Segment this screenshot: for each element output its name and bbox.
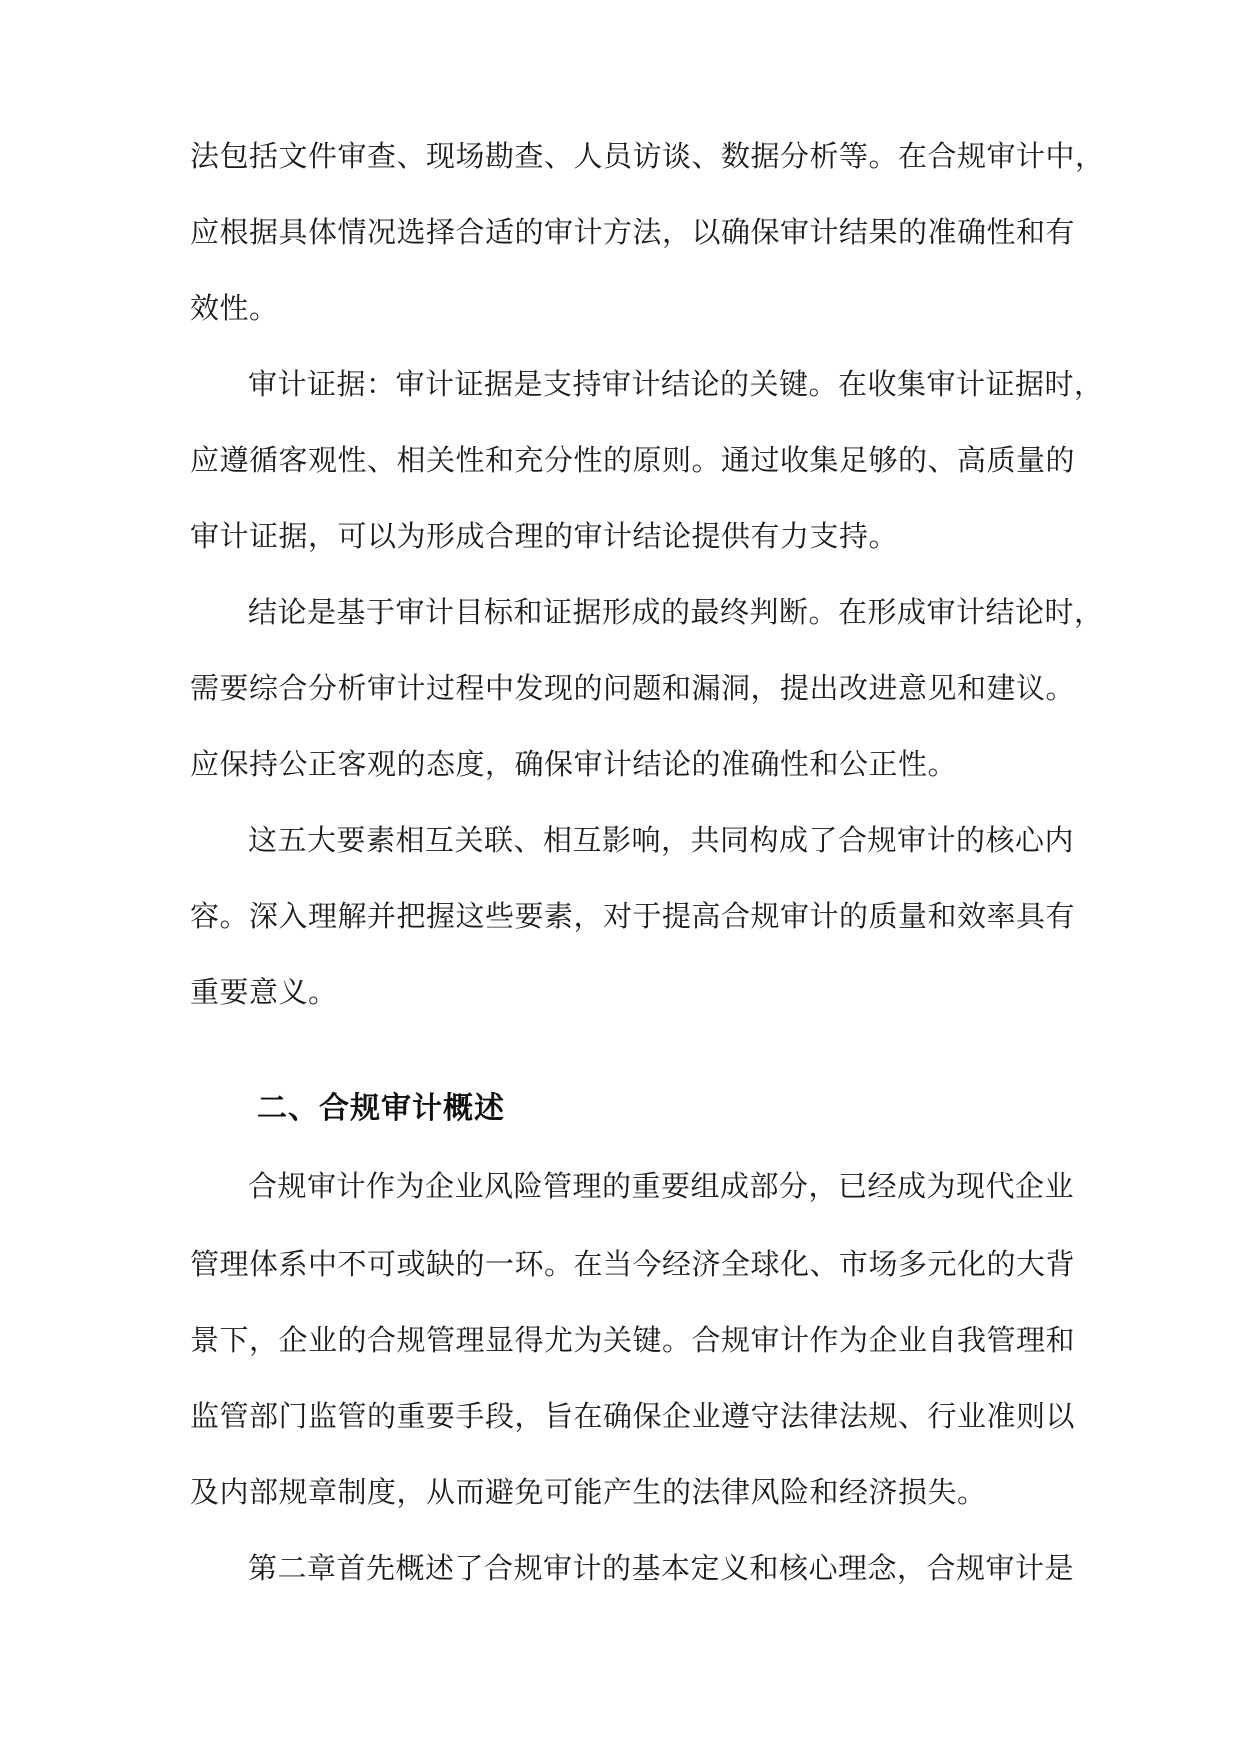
text-line: 应遵循客观性、相关性和充分性的原则。通过收集足够的、高质量的 [190, 443, 1076, 477]
text-line: 重要意义。 [190, 975, 338, 1009]
text-line: 应保持公正客观的态度，确保审计结论的准确性和公正性。 [190, 747, 958, 781]
text-line: 审计证据，可以为形成合理的审计结论提供有力支持。 [190, 519, 899, 553]
text-line: 审计证据：审计证据是支持审计结论的关键。在收集审计证据时， [248, 367, 1104, 401]
text-line: 这五大要素相互关联、相互影响，共同构成了合规审计的核心内 [248, 823, 1075, 857]
text-line: 结论是基于审计目标和证据形成的最终判断。在形成审计结论时， [248, 595, 1104, 629]
text-line: 监管部门监管的重要手段，旨在确保企业遵守法律法规、行业准则以 [190, 1399, 1076, 1433]
section-heading: 二、合规审计概述 [257, 1091, 505, 1126]
text-line: 景下，企业的合规管理显得尤为关键。合规审计作为企业自我管理和 [190, 1323, 1076, 1357]
text-line: 合规审计作为企业风险管理的重要组成部分，已经成为现代企业 [248, 1169, 1075, 1203]
text-line: 需要综合分析审计过程中发现的问题和漏洞，提出改进意见和建议。 [190, 671, 1076, 705]
text-line: 容。深入理解并把握这些要素，对于提高合规审计的质量和效率具有 [190, 899, 1076, 933]
text-line: 第二章首先概述了合规审计的基本定义和核心理念，合规审计是 [248, 1551, 1075, 1585]
text-line: 效性。 [190, 291, 279, 325]
text-line: 管理体系中不可或缺的一环。在当今经济全球化、市场多元化的大背 [190, 1247, 1076, 1281]
text-line: 应根据具体情况选择合适的审计方法，以确保审计结果的准确性和有 [190, 215, 1076, 249]
text-line: 及内部规章制度，从而避免可能产生的法律风险和经济损失。 [190, 1475, 987, 1509]
text-line: 法包括文件审查、现场勘查、人员访谈、数据分析等。在合规审计中， [190, 139, 1105, 173]
